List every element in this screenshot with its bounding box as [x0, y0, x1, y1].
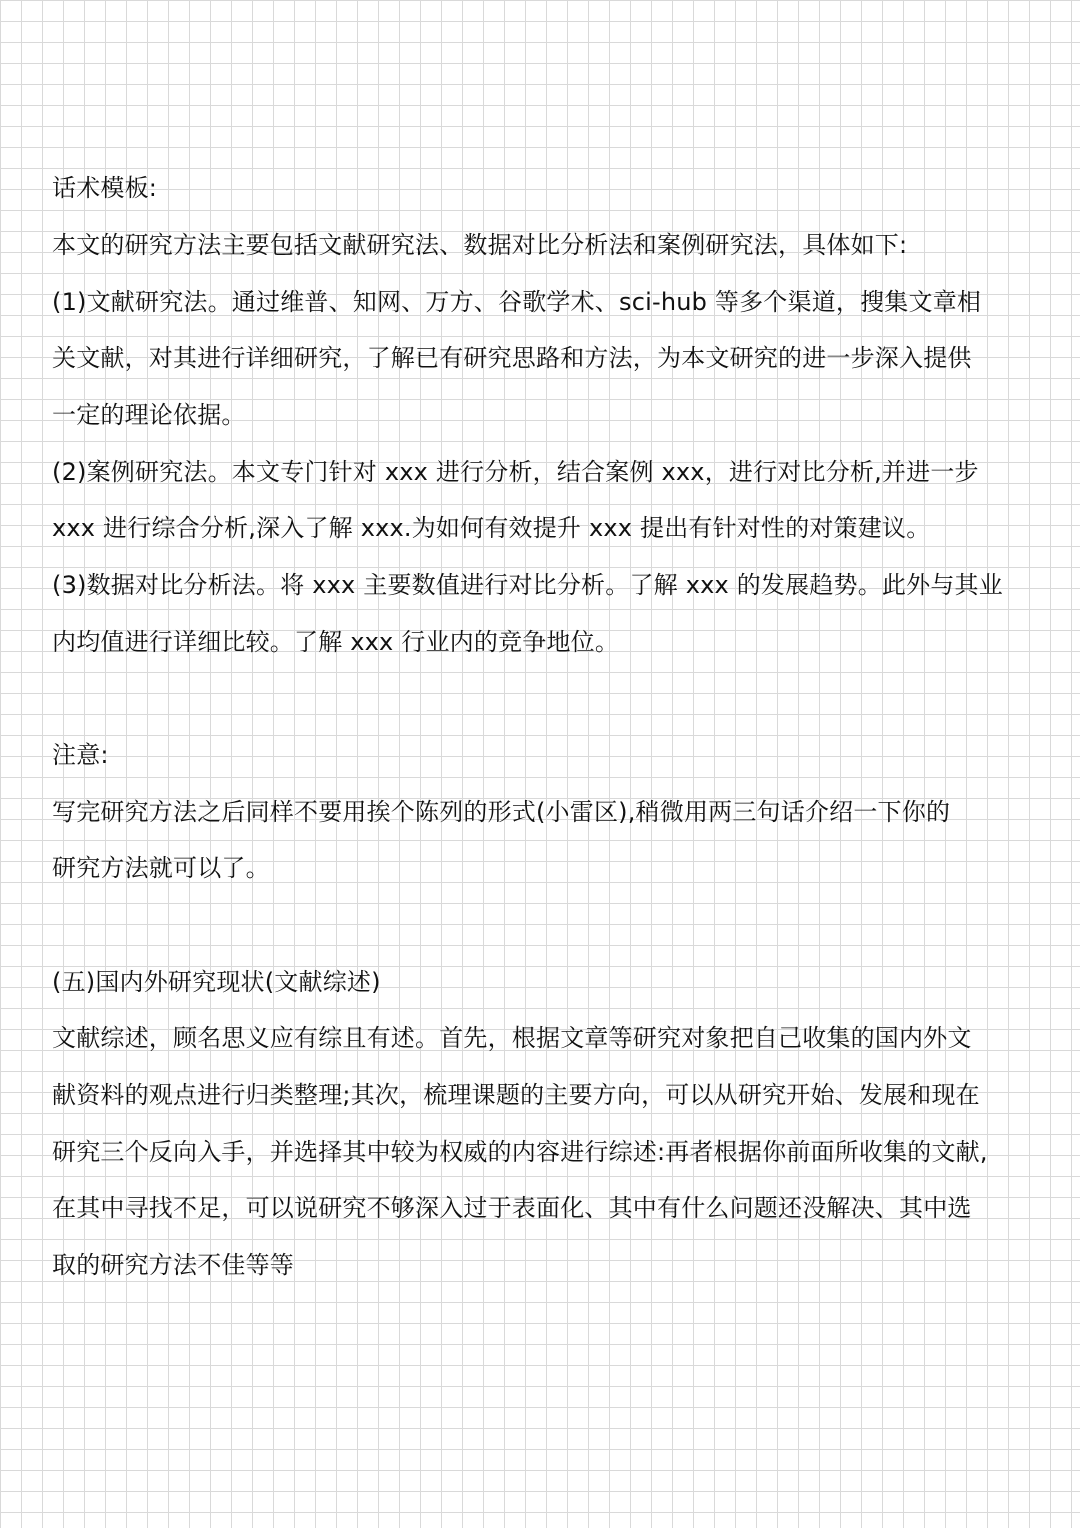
item1-line: (1)文献研究法。通过维普、知网、万方、谷歌学术、sci-hub 等多个渠道，搜集文章相	[52, 288, 982, 316]
review-line: 研究三个反向入手，并选择其中较为权威的内容进行综述:再者根据你前面所收集的文献,	[52, 1138, 988, 1166]
item1-line: 一定的理论依据。	[52, 401, 246, 429]
review-line: 在其中寻找不足，可以说研究不够深入过于表面化、其中有什么问题还没解决、其中选	[52, 1194, 972, 1222]
item2-line: (2)案例研究法。本文专门针对 xxx 进行分析，结合案例 xxx，进行对比分析,并进一步	[52, 458, 979, 486]
note-heading: 注意:	[52, 741, 109, 769]
item2-line: xxx 进行综合分析,深入了解 xxx.为如何有效提升 xxx 提出有针对性的对策建议。	[52, 514, 931, 542]
item3-line: 内均值进行详细比较。了解 xxx 行业内的竞争地位。	[52, 628, 620, 656]
item3-line: (3)数据对比分析法。将 xxx 主要数值进行对比分析。了解 xxx 的发展趋势。此外与其业	[52, 571, 1003, 599]
review-line: 文献综述，顾名思义应有综且有述。首先，根据文章等研究对象把自己收集的国内外文	[52, 1024, 972, 1052]
review-line: 献资料的观点进行归类整理;其次，梳理课题的主要方向，可以从研究开始、发展和现在	[52, 1081, 980, 1109]
item1-line: 关文献，对其进行详细研究，了解已有研究思路和方法，为本文研究的进一步深入提供	[52, 344, 972, 372]
review-heading: (五)国内外研究现状(文献综述)	[52, 968, 381, 996]
template-intro: 本文的研究方法主要包括文献研究法、数据对比分析法和案例研究法，具体如下:	[52, 231, 908, 259]
note-line: 写完研究方法之后同样不要用挨个陈列的形式(小雷区),稍微用两三句话介绍一下你的	[52, 798, 951, 826]
review-line: 取的研究方法不佳等等	[52, 1251, 294, 1279]
note-line: 研究方法就可以了。	[52, 854, 270, 882]
template-heading: 话术模板:	[52, 174, 158, 202]
